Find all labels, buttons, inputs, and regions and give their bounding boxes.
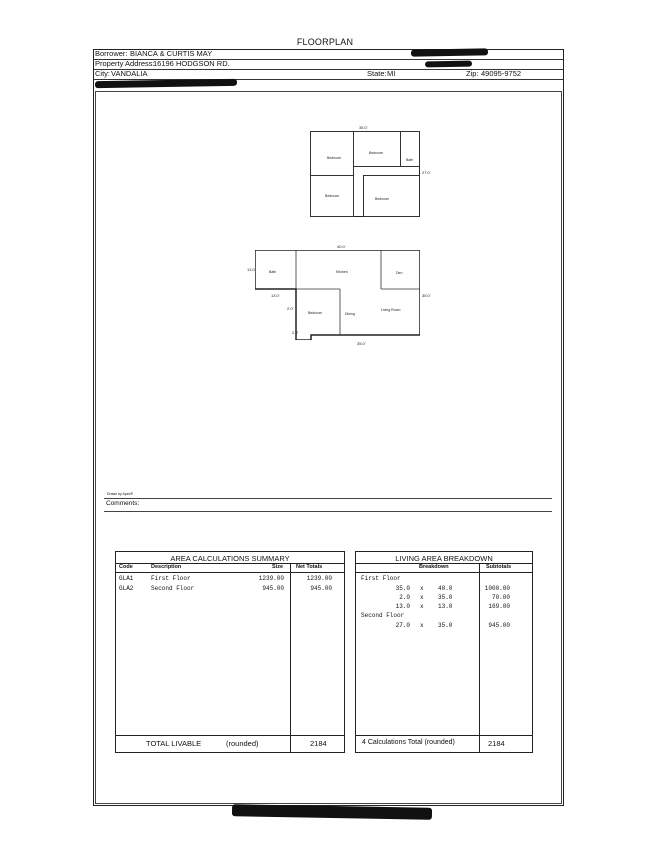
dimension-label: 35.0' [357,341,366,346]
room-bedroom [353,131,401,167]
row-description: Second Floor [151,585,195,592]
room-label: Living Room [381,308,401,312]
redaction-mark [411,48,488,56]
row-code: GLA2 [119,585,134,592]
row-net: 945.00 [310,585,332,592]
row-code: GLA1 [119,575,134,582]
total-livable-label: TOTAL LIVABLE [146,739,202,748]
dimension-label: 27.0' [422,170,431,175]
room-label: Bedroom [375,197,390,201]
col-code: Code [119,564,133,570]
redaction-mark [232,804,432,819]
living-breakdown-table [355,551,533,753]
borrower-label: Borrower: [95,49,128,58]
breakdown-x: x [420,594,424,601]
dimension-label: 35.0' [422,293,431,298]
room-bedroom [363,175,420,217]
city-row [93,69,564,80]
col-size: Size [272,564,284,570]
floor-label: First Floor [361,575,401,582]
room-label: Kitchen [336,270,348,274]
divider [356,572,532,573]
divider [356,735,532,736]
dimension-label: 2.0' [292,330,299,335]
divider [104,498,552,499]
page-title: FLOORPLAN [296,37,354,47]
breakdown-a: 27.0 [395,622,410,629]
dimension-label: 2.0' [287,306,294,311]
dimension-label: 40.0' [337,244,346,249]
area-summary-table [115,551,345,753]
breakdown-total-label: 4 Calculations Total (rounded) [362,739,455,746]
breakdown-subtotal: 169.00 [488,603,510,610]
total-note: (rounded) [226,739,259,748]
breakdown-subtotal: 945.00 [488,622,510,629]
drawn-by-label: Drawn by Apex® [107,492,134,496]
zip-value: 49095-9752 [481,69,522,78]
row-size: 1239.00 [258,575,284,582]
room-bedroom [310,131,354,176]
breakdown-a: 2.0 [399,594,410,601]
breakdown-total-value: 2184 [488,739,505,748]
floor-label: Second Floor [361,612,405,619]
breakdown-b: 35.0 [438,622,453,629]
room-label: Bath [406,158,414,162]
upper-floorplan [310,131,420,217]
comments-label: Comments: [106,500,140,507]
room-label: Bedroom [325,194,340,198]
col-net: Net Totals [296,564,323,570]
column-divider [290,563,291,752]
property-value: 16196 HODGSON RD. [153,59,230,68]
room-label: Bedroom [327,156,342,160]
col-subtotals: Subtotals [486,564,512,570]
breakdown-b: 35.0 [438,594,453,601]
property-label: Property Address: [95,59,155,68]
room-label: Bath [269,270,277,274]
room-label: Dining [345,312,355,316]
row-size: 945.00 [262,585,284,592]
breakdown-x: x [420,622,424,629]
row-description: First Floor [151,575,191,582]
breakdown-a: 35.0 [395,585,410,592]
state-value: MI [387,69,396,78]
dimension-label: 35.0' [359,125,368,130]
redaction-mark [425,61,472,68]
city-value: VANDALIA [111,69,148,78]
breakdown-subtotal: 70.00 [491,594,510,601]
breakdown-subtotal: 1000.00 [484,585,510,592]
room-label: Den [396,271,403,275]
breakdown-b: 13.0 [438,603,453,610]
living-breakdown-title: LIVING AREA BREAKDOWN [395,554,493,563]
zip-label: Zip: [466,69,479,78]
total-livable-value: 2184 [310,739,327,748]
room-label: Bedroom [369,151,384,155]
row-net: 1239.00 [306,575,332,582]
divider [116,735,344,736]
state-label: State: [367,69,387,78]
divider [116,572,344,573]
dimension-label: 13.0' [247,267,256,272]
borrower-value: BIANCA & CURTIS MAY [130,49,213,58]
breakdown-b: 40.0 [438,585,453,592]
breakdown-a: 13.0 [395,603,410,610]
dimension-label: 13.0' [271,293,280,298]
breakdown-x: x [420,603,424,610]
divider [104,511,552,512]
breakdown-x: x [420,585,424,592]
city-label: City: [95,69,110,78]
room-label: Bedroom [308,311,323,315]
col-description: Description [151,564,182,570]
col-breakdown: Breakdown [419,564,449,570]
area-summary-title: AREA CALCULATIONS SUMMARY [170,554,290,563]
